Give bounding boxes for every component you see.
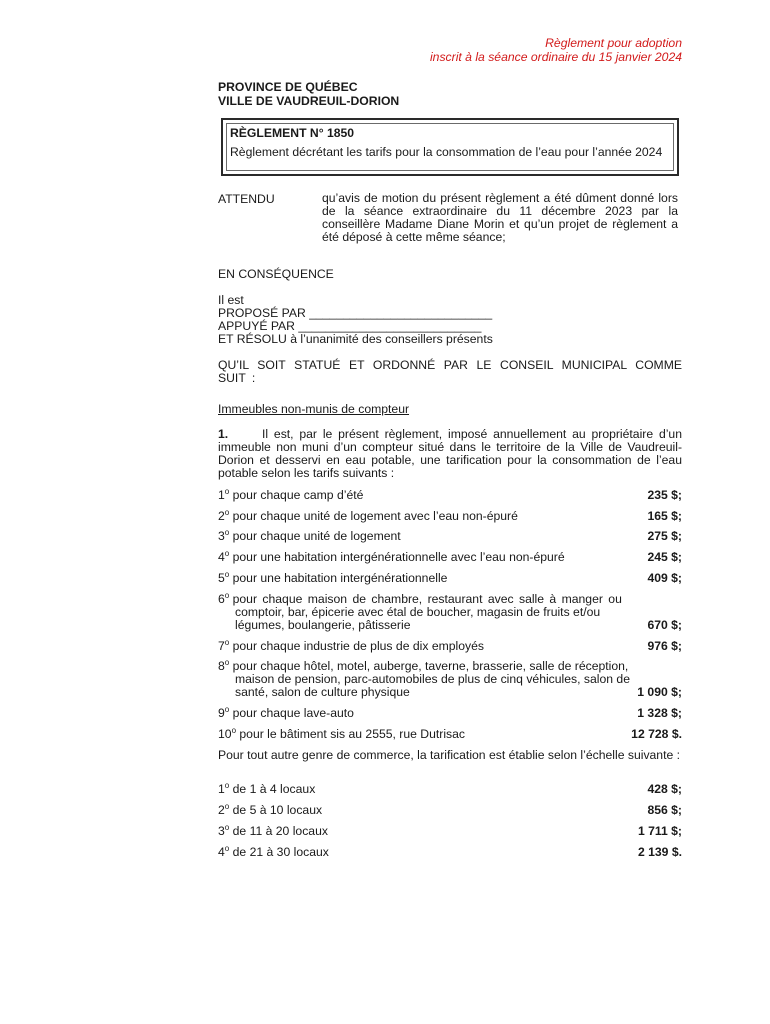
tarif-amount: 245 $;: [647, 550, 682, 564]
commerce-intro: Pour tout autre genre de commerce, la tarification est établie selon l’échelle suivante :: [218, 748, 681, 762]
consequence-heading: EN CONSÉQUENCE: [218, 267, 334, 281]
locaux-amount: 428 $;: [647, 782, 682, 796]
tarif-label: 10$^o$ pour le bâtiment sis au 2555, rue Dutrisac: [218, 725, 465, 741]
tarif-amount: 165 $;: [647, 509, 682, 523]
locaux-label: 4$^o$ de 21 à 30 locaux: [218, 843, 329, 859]
header-line-2: inscrit à la séance ordinaire du 15 janvier 2024: [429, 50, 682, 64]
tarif-line: santé, salon de culture physique 1 090 $;: [235, 685, 682, 699]
header-line-1: Règlement pour adoption: [545, 36, 682, 50]
resolution-block: [218, 294, 682, 346]
tarif-label: 1$^o$ pour chaque camp d’été: [218, 486, 364, 502]
resolution-line-1: Il est: [218, 293, 244, 307]
locaux-label: 2$^o$ de 5 à 10 locaux: [218, 801, 323, 817]
reglement-title: RÈGLEMENT N° 1850: [230, 126, 355, 140]
attendu-text: qu’avis de motion du présent règlement a été dûment donné lors de la séance extraordinaire du 11 décembre 2023 par la conseillère Madame Diane Morin et qu’un projet de règlement a été déposé à cette même séance;: [322, 191, 678, 244]
province-name: PROVINCE DE QUÉBEC: [218, 80, 358, 94]
tarif-label: 5$^o$ pour une habitation intergénérationnelle: [218, 569, 448, 585]
tarif-line: comptoir, bar, épicerie avec étal de boucher, magasin de fruits et/ou: [235, 605, 601, 619]
tarif-label: 9$^o$ pour chaque lave-auto: [218, 704, 354, 720]
tarif-amount: 275 $;: [647, 529, 682, 543]
tarif-line: 8$^o$ pour chaque hôtel, motel, auberge, taverne, brasserie, salle de réception,: [218, 657, 629, 673]
reglement-box: [221, 118, 679, 176]
resolved-unanimously: ET RÉSOLU à l’unanimité des conseillers présents: [218, 332, 493, 346]
tarif-label: 2$^o$ pour chaque unité de logement avec l’eau non-épuré: [218, 507, 518, 523]
statute-clause: QU’IL SOIT STATUÉ ET ORDONNÉ PAR LE CONSEIL MUNICIPAL COMME SUIT :: [218, 358, 682, 385]
locaux-label: 1$^o$ de 1 à 4 locaux: [218, 780, 316, 796]
article-text: Il est, par le présent règlement, imposé annuellement au propriétaire d’un immeuble non muni d’un compteur situé dans le territoire de la Ville de Vaudreuil-Dorion et desservi en eau potable, une tarification pour la consommation de l’eau potable selon les tarifs suivants :: [218, 427, 682, 480]
locaux-amount: 1 711 $;: [637, 824, 682, 838]
locaux-label: 3$^o$ de 11 à 20 locaux: [218, 822, 328, 838]
tarif-row-multiline: [218, 657, 682, 699]
locaux-amount: 856 $;: [647, 803, 682, 817]
section-title: Immeubles non-munis de compteur: [218, 402, 410, 416]
tarif-label: 3$^o$ pour chaque unité de logement: [218, 527, 401, 543]
locaux-amount: 2 139 $.: [637, 845, 682, 859]
tarif-label: 7$^o$ pour chaque industrie de plus de dix employés: [218, 637, 484, 653]
tarif-amount: 235 $;: [647, 488, 682, 502]
tarif-line: maison de pension, parc-automobiles de plus de cinq véhicules, salon de: [235, 672, 630, 686]
tarif-amount: 976 $;: [647, 639, 682, 653]
tarif-label: 4$^o$ pour une habitation intergénérationnelle avec l’eau non-épuré: [218, 548, 565, 564]
tarif-amount: 1 090 $;: [637, 685, 682, 699]
tarif-line: légumes, boulangerie, pâtisserie 670 $;: [235, 618, 682, 632]
tarif-amount: 670 $;: [647, 618, 682, 632]
city-name: VILLE DE VAUDREUIL-DORION: [218, 94, 400, 108]
seconded-by: APPUYÉ PAR ___________________________: [218, 319, 482, 333]
adoption-header: [430, 36, 682, 64]
attendu-label: ATTENDU: [218, 192, 275, 206]
tarif-row-multiline: [218, 590, 682, 632]
tarif-amount: 409 $;: [647, 571, 682, 585]
tarif-amount: 12 728 $.: [631, 727, 682, 741]
province-block: [218, 80, 399, 108]
article-1: [218, 428, 682, 480]
proposed-by: PROPOSÉ PAR ___________________________: [218, 306, 493, 320]
reglement-description: Règlement décrétant les tarifs pour la consommation de l’eau pour l’année 2024: [230, 145, 663, 159]
article-number: 1.: [218, 427, 229, 441]
tarif-line: 6$^o$ pour chaque maison de chambre, restaurant avec salle à manger ou: [218, 590, 622, 606]
tarif-amount: 1 328 $;: [637, 706, 682, 720]
